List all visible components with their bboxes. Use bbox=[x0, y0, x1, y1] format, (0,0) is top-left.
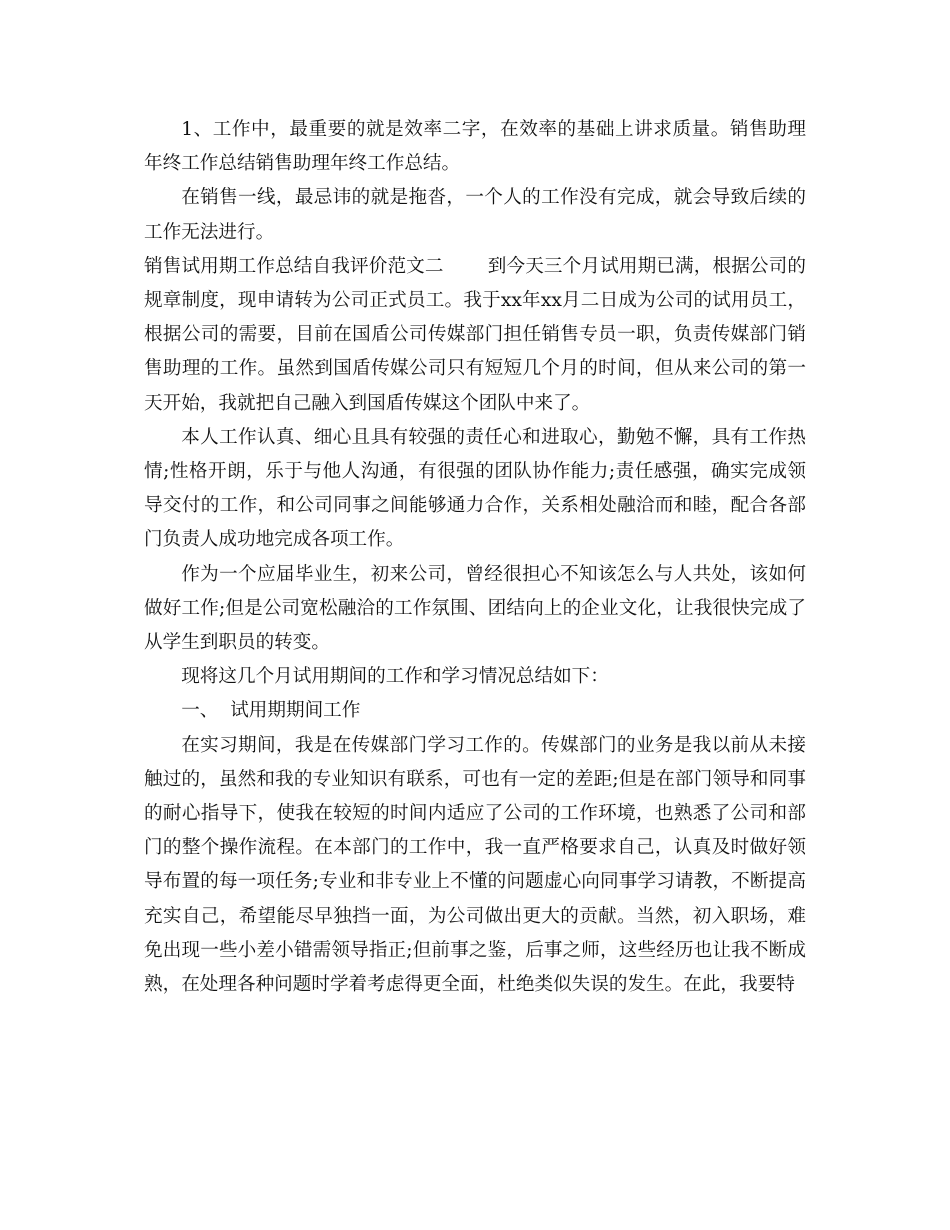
paragraph-1: 1、工作中，最重要的就是效率二字，在效率的基础上讲求质量。销售助理年终工作总结销售助理年终工作总结。 bbox=[144, 119, 806, 175]
paragraph-section-intro bbox=[144, 250, 806, 421]
paragraph-3: 本人工作认真、细心且具有较强的责任心和进取心，勤勉不懈，具有工作热情;性格开朗，乐于与他人沟通，有很强的团队协作能力;责任感强，确实完成领导交付的工作，和公司同事之间能够通力合作，关系相处融洽而和睦，配合各部门负责人成功地完成各项工作。 bbox=[144, 426, 806, 551]
paragraph-2: 在销售一线，最忌讳的就是拖沓，一个人的工作没有完成，就会导致后续的工作无法进行。 bbox=[144, 187, 806, 243]
section-body: 到今天三个月试用期已满，根据公司的规章制度，现申请转为公司正式员工。我于xx年xx月二日成为公司的试用员工，根据公司的需要，目前在国盾公司传媒部门担任销售专员一职，负责传媒部门销售助理的工作。虽然到国盾传媒公司只有短短几个月的时间，但从来公司的第一天开始，我就把自己融入到国盾传媒这个团队中来了。 bbox=[144, 255, 806, 414]
paragraph-5: 现将这几个月试用期间的工作和学习情况总结如下： bbox=[181, 666, 609, 688]
paragraph-6: 在实习期间，我是在传媒部门学习工作的。传媒部门的业务是我以前从未接触过的，虽然和我的专业知识有联系，可也有一定的差距;但是在部门领导和同事的耐心指导下，使我在较短的时间内适应了公司的工作环境，也熟悉了公司和部门的整个操作流程。在本部门的工作中，我一直严格要求自己，认真及时做好领导布置的每一项任务;专业和非专业上不懂的问题虚心向同事学习请教，不断提高充实自己，希望能尽早独挡一面，为公司做出更大的贡献。当然，初入职场，难免出现一些小差小错需领导指正;但前事之鉴，后事之师，这些经历也让我不断成熟，在处理各种问题时学着考虑得更全面，杜绝类似失误的发生。在此，我要特 bbox=[144, 734, 806, 996]
section-title: 销售试用期工作总结自我评价范文二 bbox=[144, 255, 444, 277]
paragraph-4: 作为一个应届毕业生，初来公司，曾经很担心不知该怎么与人共处，该如何做好工作;但是公司宽松融洽的工作氛围、团结向上的企业文化，让我很快完成了从学生到职员的转变。 bbox=[144, 563, 806, 654]
document-page bbox=[144, 113, 806, 1002]
section-heading: 一、 试用期期间工作 bbox=[181, 700, 361, 722]
